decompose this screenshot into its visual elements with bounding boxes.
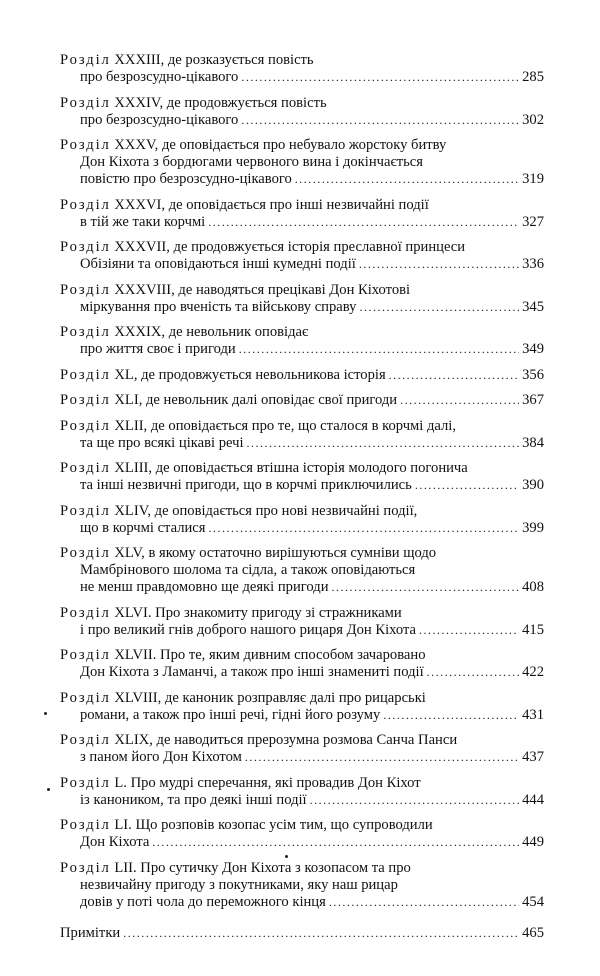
page-number: 437 [522, 749, 544, 765]
chapter-label: Розділ [60, 460, 111, 476]
chapter-label: Розділ [60, 859, 111, 876]
chapter-title-text: про безрозсудно-цікавого [80, 69, 239, 85]
toc-entry-text [60, 860, 411, 876]
dot-leader [389, 367, 519, 384]
page-number: 399 [522, 519, 544, 536]
chapter-title-text: XLV, в якому остаточно вирішуються сумніви щодо [114, 545, 437, 561]
chapter-title-text: романи, а також про інші речі, гідні його розуму [80, 706, 381, 723]
dot-leader [241, 69, 519, 86]
chapter-label: Розділ [60, 52, 111, 68]
chapter-label: Розділ [60, 689, 111, 706]
chapter-label: Розділ [60, 392, 111, 408]
dot-leader [359, 256, 519, 273]
chapter-title-text: LII. Про сутичку Дон Кіхота з козопасом та про [114, 859, 411, 876]
toc-entry-text [60, 367, 386, 384]
page-number: 415 [522, 621, 544, 638]
chapter-title-text: L. Про мудрі сперечання, які провадив Дон Кіхот [114, 774, 421, 791]
toc-entry-text [80, 579, 329, 596]
toc-entry [60, 605, 544, 639]
page-number: 444 [522, 791, 544, 808]
chapter-label: Розділ [60, 196, 111, 213]
toc-entry [60, 392, 544, 409]
toc-entry-text [60, 545, 436, 561]
toc-entry-text [80, 622, 416, 639]
chapter-title-text: XXXIII, де розказується повість [114, 52, 314, 68]
toc-entry [60, 95, 544, 129]
toc-entry-line [60, 664, 544, 681]
toc-entry-text [60, 52, 314, 68]
chapter-title-text: з паном його Дон Кіхотом [80, 749, 242, 765]
toc-entry-text [60, 392, 397, 409]
toc-entry-text [60, 690, 426, 706]
chapter-title-text: XLVI. Про знакомиту пригоду зі стражниками [114, 604, 402, 621]
toc-entry-text [80, 435, 244, 452]
toc-entry [60, 52, 544, 86]
page-number: 349 [522, 341, 544, 357]
toc-entry-line [60, 605, 544, 622]
toc-entry-line [60, 690, 544, 707]
toc-entry [60, 647, 544, 681]
toc-entry-text [80, 749, 242, 766]
toc-entry [60, 860, 544, 911]
chapter-title-text: XXXIV, де продовжується повість [114, 94, 327, 111]
toc-entry-line [60, 622, 544, 639]
chapter-label: Розділ [60, 604, 111, 621]
toc-entry-line [60, 925, 544, 942]
toc-entry [60, 197, 544, 231]
dot-leader [239, 341, 519, 358]
toc-entry [60, 503, 544, 537]
chapter-label: Розділ [60, 137, 111, 153]
toc-entry-text [60, 324, 308, 340]
chapter-label: Розділ [60, 732, 111, 748]
toc-entry-text [80, 562, 415, 578]
toc-entry [60, 545, 544, 596]
toc-entry-line [60, 137, 544, 154]
toc-entry-text [60, 732, 457, 748]
toc-entry [60, 732, 544, 766]
page-number: 454 [522, 893, 544, 910]
toc-entry-line [60, 367, 544, 384]
page-number: 449 [522, 834, 544, 850]
toc-entry-text [80, 707, 380, 724]
chapter-title-text: Дон Кіхота з Ламанчі, а також про інші знамениті події [80, 664, 424, 680]
toc-entry-text [60, 137, 446, 153]
toc-entry [60, 367, 544, 384]
chapter-title-text: повістю про безрозсудно-цікавого [80, 171, 292, 187]
toc-entry-line [60, 171, 544, 188]
dot-leader [241, 112, 519, 129]
chapter-title-text: XLVIII, де каноник розправляє далі про рицарські [114, 689, 426, 706]
dot-leader [419, 622, 519, 639]
toc-entry-text [60, 460, 468, 476]
chapter-label: Розділ [60, 366, 111, 383]
toc-entry-line [60, 894, 544, 911]
toc-entry-text [60, 647, 426, 663]
toc-entry-line [60, 69, 544, 86]
chapter-title-text: Мамбрінового шолома та сідла, а також оповідаються [80, 562, 416, 578]
toc-entry-line [60, 460, 544, 477]
chapter-title-text: XXXV, де оповідається про небувало жорстоку битву [114, 137, 447, 153]
toc-entry-line [60, 749, 544, 766]
toc-entry-text [80, 341, 236, 358]
toc-entry-line [60, 239, 544, 256]
toc-entry-text [60, 817, 433, 833]
toc-entry-text [80, 299, 356, 316]
chapter-label: Розділ [60, 417, 111, 434]
toc-entry [60, 817, 544, 851]
toc-entry-line [60, 282, 544, 299]
toc-entry-line [60, 520, 544, 537]
toc-entry-text [80, 792, 307, 809]
page-number: 285 [522, 69, 544, 85]
toc-entry-line [60, 732, 544, 749]
toc-entry-text [80, 877, 398, 893]
chapter-title-text: про безрозсудно-цікавого [80, 111, 239, 128]
toc-entry [60, 282, 544, 316]
toc-entry-text [80, 834, 149, 851]
chapter-title-text: і про великий гнів доброго нашого рицаря Дон Кіхота [80, 621, 417, 638]
toc-entry-line [60, 324, 544, 341]
toc-entry-text [60, 239, 465, 255]
toc-entry-line [60, 52, 544, 69]
chapter-title-text: XL, де продовжується невольникова історія [114, 366, 386, 383]
chapter-title-text: довів у поті чола до переможного кінця [80, 893, 326, 910]
chapter-label: Розділ [60, 281, 111, 298]
toc-entry-text [80, 894, 326, 911]
chapter-title-text: та ще про всякі цікаві речі [80, 434, 244, 451]
dot-leader [400, 392, 519, 409]
page-number: 367 [522, 392, 544, 408]
toc-entry [60, 690, 544, 724]
chapter-title-text: Дон Кіхота [80, 834, 150, 850]
page-number: 336 [522, 256, 544, 272]
dot-leader [123, 925, 519, 942]
toc-entry-line [60, 877, 544, 894]
chapter-title-text: LI. Що розповів козопас усім тим, що супроводили [114, 817, 433, 833]
toc-entry-line [60, 562, 544, 579]
toc-entry-text [80, 664, 424, 681]
dot-leader [332, 579, 520, 596]
chapter-title-text: Обізіяни та оповідаються інші кумедні події [80, 256, 356, 272]
toc-entry-line [60, 647, 544, 664]
page-number: 302 [522, 111, 544, 128]
print-speck [47, 788, 50, 791]
dot-leader [427, 664, 519, 681]
page-number: 431 [522, 706, 544, 723]
chapter-title-text: XLIX, де наводиться прерозумна розмова Санча Панси [114, 732, 458, 748]
chapter-label: Розділ [60, 239, 111, 255]
toc-entry-line [60, 392, 544, 409]
chapter-label: Розділ [60, 324, 111, 340]
dot-leader [247, 435, 520, 452]
print-speck [285, 855, 288, 858]
toc-entry-text [60, 605, 402, 621]
toc-entry-text [80, 171, 292, 188]
chapter-title-text: із каноником, та про деякі інші події [80, 791, 307, 808]
table-of-contents [60, 52, 544, 951]
toc-entry [60, 239, 544, 273]
page-number: 422 [522, 664, 544, 680]
chapter-title-text: XLI, де невольник далі оповідає свої пригоди [114, 392, 398, 408]
chapter-title-text: XLIII, де оповідається втішна історія молодого погонича [114, 460, 468, 476]
toc-entry-line [60, 860, 544, 877]
dot-leader [152, 834, 519, 851]
dot-leader [359, 299, 519, 316]
toc-entry-line [60, 579, 544, 596]
toc-entry-line [60, 214, 544, 231]
chapter-label: Розділ [60, 545, 111, 561]
toc-entry-line [60, 299, 544, 316]
chapter-title-text: міркування про вченість та військову справу [80, 298, 357, 315]
dot-leader [245, 749, 519, 766]
toc-entry-text [80, 477, 412, 494]
chapter-title-text: що в корчмі сталися [80, 519, 206, 536]
page-number: 356 [522, 366, 544, 383]
toc-entry-text [60, 282, 410, 298]
chapter-label: Розділ [60, 774, 111, 791]
dot-leader [329, 894, 519, 911]
toc-entry-line [60, 95, 544, 112]
toc-entry-line [60, 817, 544, 834]
toc-entry-text [60, 95, 327, 111]
toc-entry-line [60, 545, 544, 562]
toc-entry-line [60, 834, 544, 851]
page-number: 408 [522, 579, 544, 595]
chapter-title-text: XXXIX, де невольник оповідає [114, 324, 309, 340]
chapter-label: Розділ [60, 94, 111, 111]
toc-entry-text [80, 69, 238, 86]
toc-entry [60, 775, 544, 809]
toc-entry-line [60, 707, 544, 724]
notes-label: Примітки [60, 925, 121, 941]
toc-entry-text [60, 197, 429, 213]
toc-entry-text [80, 520, 206, 537]
print-speck [44, 712, 47, 715]
toc-entry-line [60, 775, 544, 792]
toc-entry-line [60, 792, 544, 809]
toc-entry-text [80, 256, 356, 273]
toc-entry [60, 418, 544, 452]
dot-leader [415, 477, 519, 494]
dot-leader [208, 214, 519, 231]
page-number: 327 [522, 213, 544, 230]
chapter-title-text: не менш правдомовно ще деякі пригоди [80, 579, 329, 595]
page-number: 384 [522, 434, 544, 451]
toc-entry [60, 324, 544, 358]
toc-entry-text [60, 418, 456, 434]
chapter-title-text: XLIV, де оповідається про нові незвичайні події, [114, 502, 418, 519]
toc-entry-line [60, 197, 544, 214]
toc-entry-text [60, 775, 421, 791]
dot-leader [310, 792, 520, 809]
chapter-title-text: XXXVIII, де наводяться прецікаві Дон Кіхотові [114, 281, 411, 298]
toc-entry-line [60, 256, 544, 273]
toc-entry [60, 137, 544, 188]
chapter-title-text: та інші незвичні пригоди, що в корчмі приключились [80, 477, 412, 493]
chapter-title-text: XLVII. Про те, яким дивним способом зачаровано [114, 647, 426, 663]
toc-entry-text [80, 112, 238, 129]
chapter-title-text: XXXVI, де оповідається про інші незвичайні події [114, 196, 429, 213]
toc-entry-line [60, 154, 544, 171]
chapter-title-text: XLII, де оповідається про те, що сталося в корчмі далі, [114, 417, 457, 434]
toc-entry-line [60, 435, 544, 452]
chapter-title-text: про життя своє і пригоди [80, 341, 236, 357]
toc-entry-line [60, 418, 544, 435]
toc-entry-line [60, 112, 544, 129]
chapter-title-text: в тій же таки корчмі [80, 213, 206, 230]
page-number: 390 [522, 477, 544, 493]
toc-entry-text [60, 503, 417, 519]
toc-entry-text [80, 214, 205, 231]
dot-leader [209, 520, 520, 537]
chapter-title-text: XXXVII, де продовжується історія преславної принцеси [114, 239, 466, 255]
dot-leader [383, 707, 519, 724]
toc-entry-line [60, 503, 544, 520]
toc-notes-entry [60, 925, 544, 942]
toc-entry-line [60, 477, 544, 494]
page-number: 345 [522, 298, 544, 315]
chapter-label: Розділ [60, 817, 111, 833]
toc-entry-line [60, 341, 544, 358]
chapter-label: Розділ [60, 502, 111, 519]
dot-leader [295, 171, 519, 188]
toc-entry [60, 460, 544, 494]
chapter-title-text: Дон Кіхота з бордюгами червоного вина і докінчається [80, 154, 423, 170]
chapter-label: Розділ [60, 647, 111, 663]
chapter-title-text: незвичайну пригоду з покутниками, яку наш рицар [80, 876, 398, 893]
page-number: 319 [522, 171, 544, 187]
page-number: 465 [522, 925, 544, 941]
toc-entry-text [80, 154, 423, 170]
